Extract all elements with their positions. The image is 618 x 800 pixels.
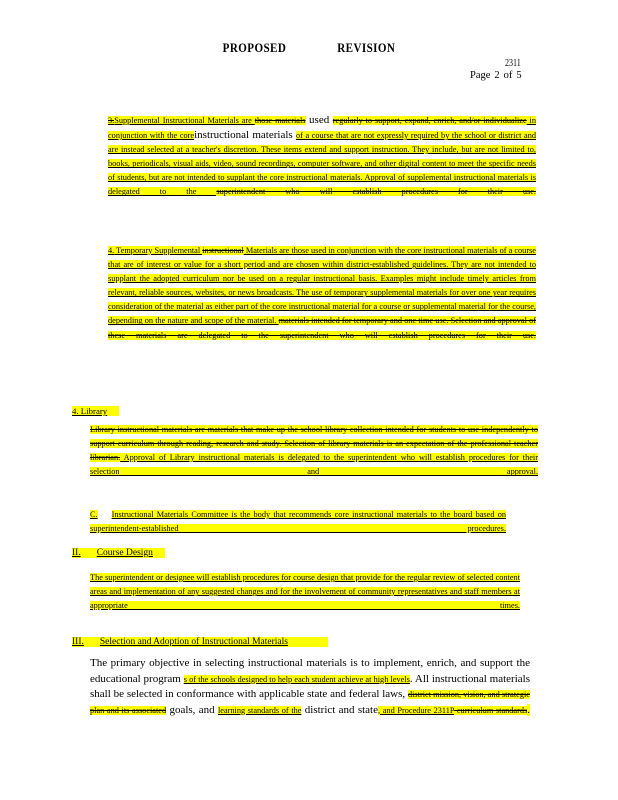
document-number: 2311 bbox=[505, 58, 521, 69]
section-ii-heading bbox=[72, 548, 165, 558]
section-ii-number: II. bbox=[72, 548, 81, 558]
paragraph-selection-adoption: The primary objective in selecting instructional materials is to implement, enrich, and support the educational program s of the schools designed to help each student achieve at high levels. All instructional materials shall be selected in conformance with applicable state and federal laws, district mission, vision, and strategic plan and its associated goals, and learning standards of the district and state, and Procedure 2311P curriculum standards. bbox=[90, 657, 531, 716]
paragraph-temporary-supplemental: 4. Temporary Supplemental instructional Materials are those used in conjunction with the core instructional materials of a course that are of interest or value for a short period and are chosen within district-established guidelines. They are not intended to supplant the adopted curriculum nor be used on a regular instructional basis. Examples might include timely articles from relevant, reliable sources, websites, or news broadcasts. The use of temporary supplemental materials for over one year requires consideration of the material as either part of the core instructional material for a course or supplemental material for the course, depending on the nature and scope of the material. materials intended for temporary and one time use. Selection and approval of these materials are delegated to the superintendent who will establish procedures for their use. bbox=[108, 246, 536, 340]
page-title bbox=[46, 40, 571, 56]
title-word-proposed: PROPOSED bbox=[222, 40, 287, 55]
paragraph-supplemental: 3.Supplemental Instructional Materials are those materials used regularly to support, expand, enrich, and/or individualize in conjunction with the coreinstructional materials of a course that are not expressly required by the school or district and are instead selected at a teacher's discretion. These items extend and support instruction. They include, but are not limited to, books, periodicals, visual aids, video, sound recordings, computer software, and other digital content to meet the specific needs of students, but are not intended to supplant the core instructional materials. Approval of supplemental instructional materials is delegated to the superintendent who will establish procedures for their use. bbox=[108, 114, 537, 197]
page-current: 2 bbox=[494, 70, 500, 81]
section-ii-title: Course Design bbox=[96, 548, 153, 558]
item-marker: 3. bbox=[108, 116, 115, 125]
section-c-marker: C. bbox=[90, 510, 98, 519]
paragraph-section-c: C. Instructional Materials Committee is the body that recommends core instructional materials to the board based on superintendent-established procedures. bbox=[90, 510, 506, 534]
page-total: 5 bbox=[516, 70, 522, 81]
paragraph-library: Library instructional materials are materials that make up the school library collection intended for students to use independently to support curriculum through reading, research and study. Selection of library materials is an expectation of the professional teacher librarian. Approval of Library instructional materials is delegated to the superintendent who will establish procedures for their selection and approval. bbox=[90, 425, 538, 477]
paragraph-course-design: The superintendent or designee will establish procedures for course design that provide for the regular review of selected content areas and implementation of any suggested changes and for the involvement of community representatives and staff members at appropriate times. bbox=[90, 573, 520, 611]
section-iii-title: Selection and Adoption of Instructional Materials bbox=[99, 637, 288, 647]
page-of: of bbox=[503, 70, 513, 81]
title-word-revision: REVISION bbox=[337, 40, 396, 55]
page-label: Page bbox=[470, 70, 491, 81]
section-iii-heading bbox=[72, 637, 328, 647]
section-iii-number: III. bbox=[72, 637, 84, 647]
library-heading: 4. Library bbox=[72, 406, 119, 416]
page-indicator bbox=[470, 70, 526, 81]
